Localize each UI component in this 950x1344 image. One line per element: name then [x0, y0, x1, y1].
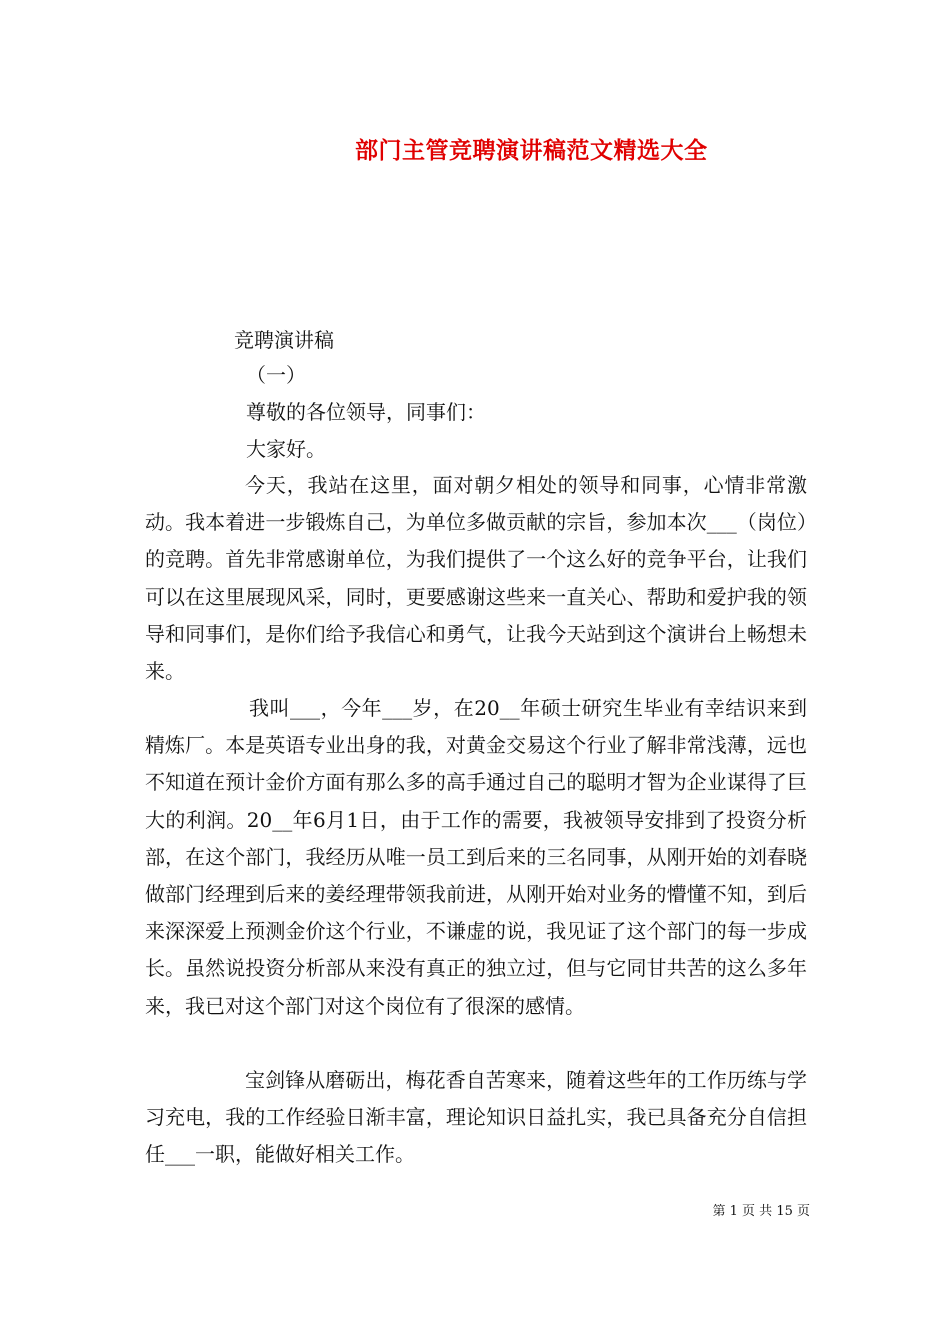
- paragraph-1: 今天，我站在这里，面对朝夕相处的领导和同事，心情非常激动。我本着进一步锻炼自己，为单位多做贡献的宗旨，参加本次___（岗位）的竞聘。首先非常感谢单位，为我们提供了一个这么好的竞争平台，让我们可以在这里展现风采，同时，更要感谢这些来一直关心、帮助和爱护我的领导和同事们，是你们给予我信心和勇气，让我今天站到这个演讲台上畅想未来。: [145, 473, 807, 684]
- section-number: （一）: [246, 363, 306, 387]
- speech-heading: 竞聘演讲稿: [234, 328, 334, 352]
- page-footer: 第 1 页 共 15 页: [712, 1204, 810, 1219]
- salutation: 尊敬的各位领导，同事们：: [246, 400, 486, 424]
- paragraph-2: 我叫___，今年___岁，在20__年硕士研究生毕业有幸结识来到精炼厂。本是英语专业出身的我，对黄金交易这个行业了解非常浅薄，远也不知道在预计金价方面有那么多的高手通过自己的聪明才智为企业谋得了巨大的利润。20__年6月1日，由于工作的需要，我被领导安排到了投资分析部，在这个部门，我经历从唯一员工到后来的三名同事，从刚开始的刘春晓做部门经理到后来的姜经理带领我前进，从刚开始对业务的懵懂不知，到后来深深爱上预测金价这个行业，不谦虚的说，我见证了这个部门的每一步成长。虽然说投资分析部从来没有真正的独立过，但与它同甘共苦的这么多年来，我已对这个部门对这个岗位有了很深的感情。: [145, 696, 807, 1018]
- paragraph-3: 宝剑锋从磨砺出，梅花香自苦寒来，随着这些年的工作历练与学习充电，我的工作经验日渐丰富，理论知识日益扎实，我已具备充分自信担任___一职，能做好相关工作。: [145, 1068, 807, 1167]
- document-title: 部门主管竞聘演讲稿范文精选大全: [355, 137, 708, 164]
- greeting: 大家好。: [246, 437, 326, 461]
